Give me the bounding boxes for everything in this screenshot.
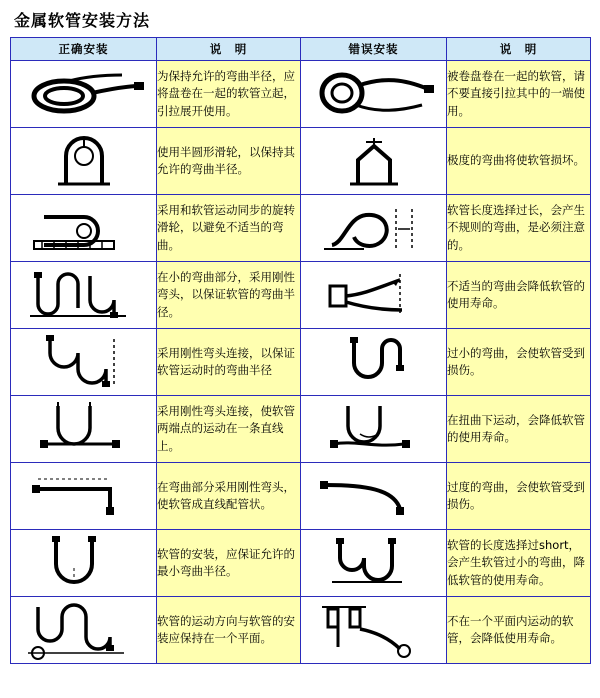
table-header-row	[11, 38, 591, 61]
coiled-hose-pulled-icon	[301, 61, 447, 128]
long-hose-irregular-bend-icon	[301, 195, 447, 262]
too-small-bend-icon	[301, 329, 447, 396]
min-bend-radius-install-icon	[11, 530, 157, 597]
row-correct-note: 采用刚性弯头连接，使软管两端点的运动在一条直线上。	[157, 396, 301, 463]
row-wrong-note: 不在一个平面内运动的软管，会降低使用寿命。	[447, 597, 591, 664]
twisting-motion-icon	[301, 396, 447, 463]
row-wrong-note: 软管的长度选择过short，会产生软管过小的弯曲，降低软管的使用寿命。	[447, 530, 591, 597]
row-wrong-note: 被卷盘卷在一起的软管，请不要直接引拉其中的一端使用。	[447, 61, 591, 128]
table-row	[11, 329, 591, 396]
row-correct-note: 采用和软管运动同步的旋转滑轮，以避免不适当的弯曲。	[157, 195, 301, 262]
sharp-bend-pulley-icon	[301, 128, 447, 195]
hose-too-long-small-bend-icon	[301, 530, 447, 597]
straight-pipe-rigid-elbow-icon	[11, 463, 157, 530]
installation-methods-table	[10, 37, 591, 664]
row-wrong-note: 软管长度选择过长，会产生不规则的弯曲，是必须注意的。	[447, 195, 591, 262]
coiled-hose-flat-icon	[11, 61, 157, 128]
table-row	[11, 530, 591, 597]
row-correct-note: 采用刚性弯头连接，以保证软管运动时的弯曲半径	[157, 329, 301, 396]
row-wrong-note: 在扭曲下运动，会降低软管的使用寿命。	[447, 396, 591, 463]
row-correct-note: 在小的弯曲部分，采用刚性弯头，以保证软管的弯曲半径。	[157, 262, 301, 329]
same-plane-motion-icon	[11, 597, 157, 664]
row-wrong-note: 过度的弯曲，会使软管受到损伤。	[447, 463, 591, 530]
row-wrong-note: 过小的弯曲，会使软管受到损伤。	[447, 329, 591, 396]
u-bend-straight-line-icon	[11, 396, 157, 463]
row-wrong-note: 极度的弯曲将使软管损坏。	[447, 128, 591, 195]
header-wrong-install: 错误安装	[301, 38, 447, 61]
excessive-bend-icon	[301, 463, 447, 530]
out-of-plane-motion-icon	[301, 597, 447, 664]
table-body	[11, 61, 591, 664]
improper-bend-lifespan-icon	[301, 262, 447, 329]
header-correct-install: 正确安装	[11, 38, 157, 61]
rigid-bend-small-radius-icon	[11, 262, 157, 329]
page-title: 金属软管安装方法	[14, 11, 151, 30]
table-row	[11, 597, 591, 664]
table-row	[11, 396, 591, 463]
table-row	[11, 195, 591, 262]
header-correct-note: 说 明	[157, 38, 301, 61]
table-row	[11, 463, 591, 530]
rotating-pulley-chain-icon	[11, 195, 157, 262]
row-correct-note: 在弯曲部分采用刚性弯头，使软管成直线配管状。	[157, 463, 301, 530]
half-round-pulley-icon	[11, 128, 157, 195]
table-row	[11, 128, 591, 195]
row-correct-note: 软管的运动方向与软管的安装应保持在一个平面。	[157, 597, 301, 664]
row-correct-note: 软管的安装，应保证允许的最小弯曲半径。	[157, 530, 301, 597]
row-correct-note: 使用半圆形滑轮，以保持其允许的弯曲半径。	[157, 128, 301, 195]
table-row	[11, 61, 591, 128]
rigid-elbow-connection-icon	[11, 329, 157, 396]
header-wrong-note: 说 明	[447, 38, 591, 61]
table-row	[11, 262, 591, 329]
row-correct-note: 为保持允许的弯曲半径，应将盘卷在一起的软管立起，引拉展开使用。	[157, 61, 301, 128]
row-wrong-note: 不适当的弯曲会降低软管的使用寿命。	[447, 262, 591, 329]
